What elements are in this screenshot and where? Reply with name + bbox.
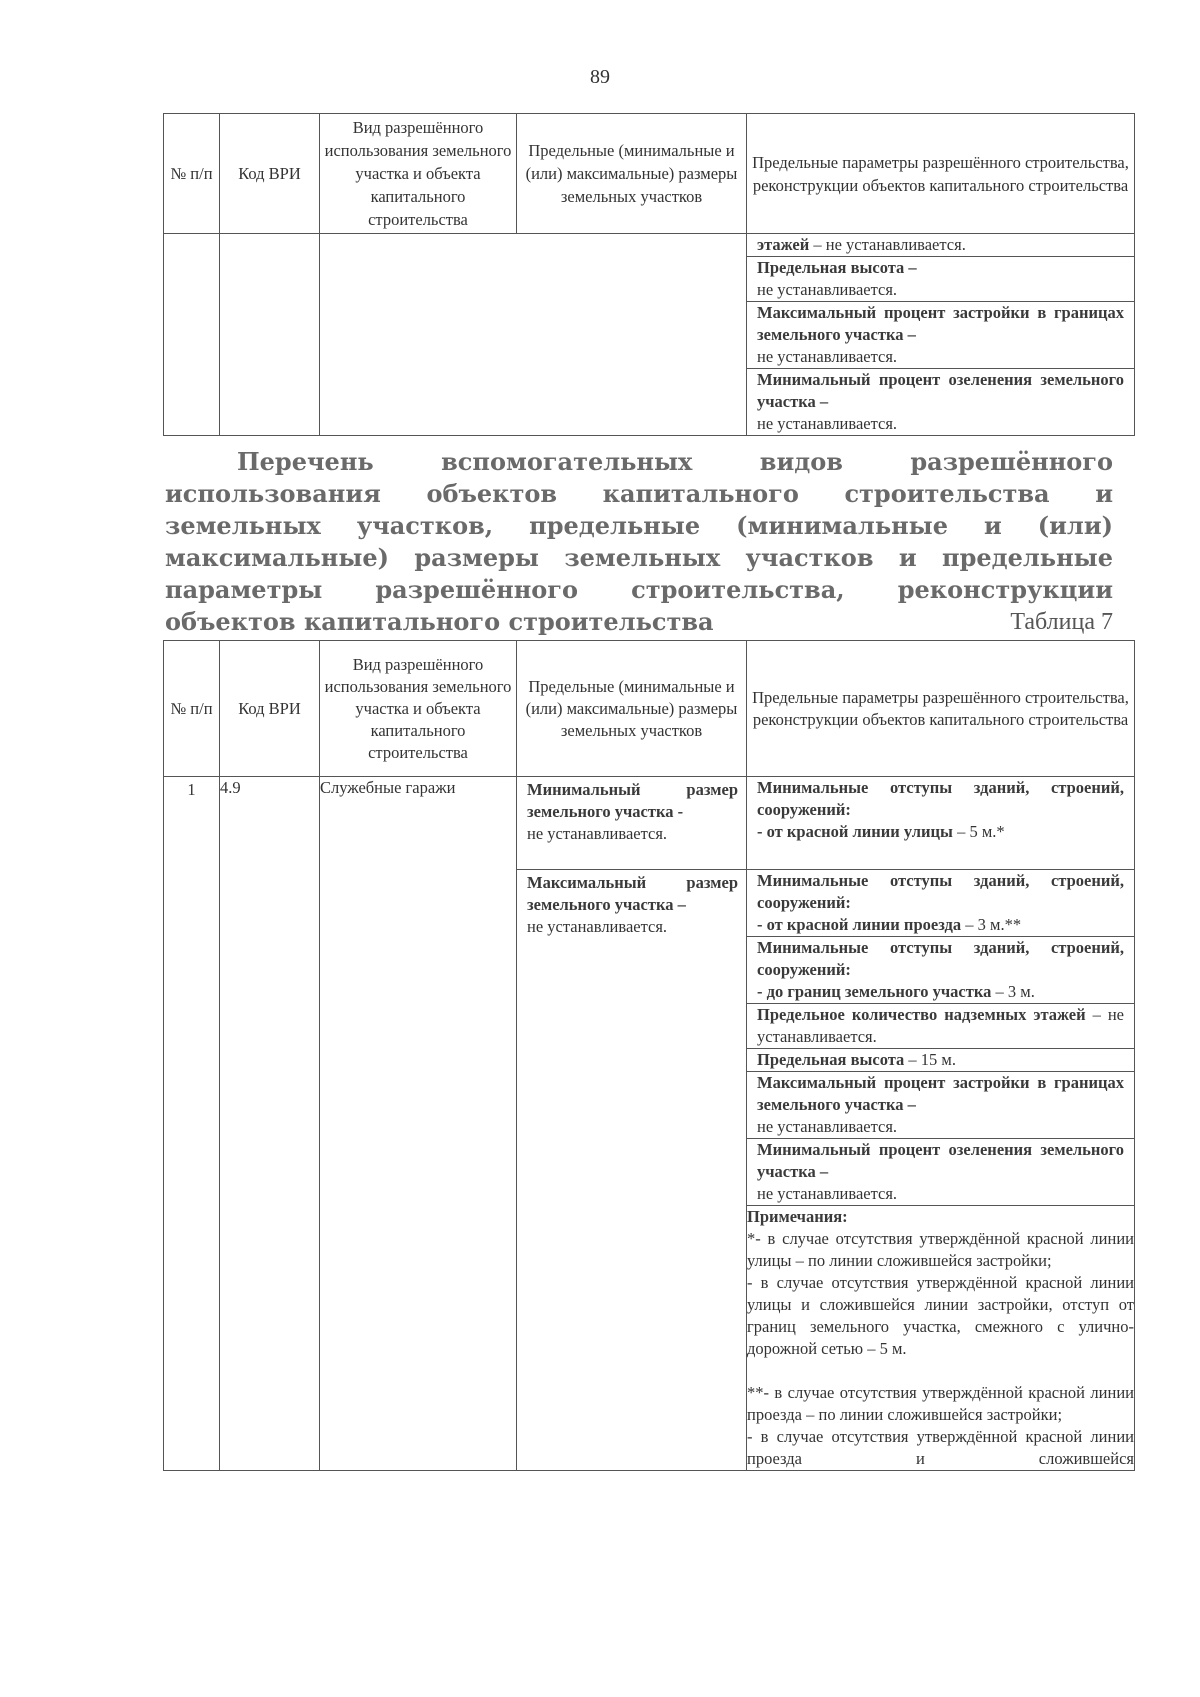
note-paragraph: **- в случае отсутствия утверждённой красной линии проезда – по линии сложившейся застройки; bbox=[747, 1383, 1134, 1424]
table-row bbox=[164, 234, 1135, 257]
header-kind: Вид разрешённого использования земельного участка и объекта капитального строительства bbox=[320, 641, 517, 777]
param-cell: Минимальный процент озеленения земельного участка – не устанавливается. bbox=[747, 1139, 1135, 1206]
cell-num bbox=[164, 234, 220, 436]
note-paragraph: - в случае отсутствия утверждённой красной линии улицы и сложившейся линии застройки, отступ от границ земельного участка, смежного с улично-дорожной сетью – 5 м. bbox=[747, 1273, 1134, 1358]
table-row bbox=[164, 777, 1135, 870]
header-params: Предельные параметры разрешённого строительства, реконструкции объектов капитального строительства bbox=[747, 114, 1135, 234]
header-num: № п/п bbox=[164, 641, 220, 777]
notes-cell bbox=[747, 1206, 1135, 1471]
note-paragraph: *- в случае отсутствия утверждённой красной линии улицы – по линии сложившейся застройки; bbox=[747, 1229, 1134, 1270]
param-cell: Минимальный процент озеленения земельного участка – не устанавливается. bbox=[747, 369, 1135, 436]
param-cell: Минимальные отступы зданий, строений, сооружений: - от красной линии проезда – 3 м.** bbox=[747, 870, 1135, 937]
cell-kind: Служебные гаражи bbox=[320, 777, 517, 1471]
header-code: Код ВРИ bbox=[220, 114, 320, 234]
header-params: Предельные параметры разрешённого строительства, реконструкции объектов капитального строительства bbox=[747, 641, 1135, 777]
header-code: Код ВРИ bbox=[220, 641, 320, 777]
table-header-row bbox=[164, 641, 1135, 777]
section-heading: Перечень вспомогательных видов разрешённого использования объектов капитального строительства и земельных участков, предельные (минимальные и (или) максимальные) размеры земельных участков и предельные параметры разрешённого строительства, реконструкции объектов капитального строительства bbox=[165, 447, 1113, 636]
param-cell: Максимальный процент застройки в границах земельного участка – не устанавливается. bbox=[747, 302, 1135, 369]
param-cell: Предельная высота – 15 м. bbox=[747, 1049, 1135, 1072]
cell-code: 4.9 bbox=[220, 777, 320, 1471]
param-cell: Предельная высота – не устанавливается. bbox=[747, 257, 1135, 302]
size-cell: Минимальный размер земельного участка - не устанавливается. bbox=[517, 777, 747, 870]
param-cell: Максимальный процент застройки в границах земельного участка – не устанавливается. bbox=[747, 1072, 1135, 1139]
header-size: Предельные (минимальные и (или) максимальные) размеры земельных участков bbox=[517, 641, 747, 777]
page-number: 89 bbox=[590, 66, 610, 88]
param-cell: Минимальные отступы зданий, строений, сооружений: - от красной линии улицы – 5 м.* bbox=[747, 777, 1135, 870]
table-caption: Таблица 7 bbox=[1010, 609, 1113, 635]
param-cell: Предельное количество надземных этажей – не устанавливается. bbox=[747, 1004, 1135, 1049]
notes-title: Примечания: bbox=[747, 1207, 848, 1226]
table-7 bbox=[163, 640, 1135, 1471]
cell-kind-size bbox=[320, 234, 747, 436]
param-cell: этажей – не устанавливается. bbox=[747, 234, 1135, 257]
cell-num: 1 bbox=[164, 777, 220, 1471]
size-cell: Максимальный размер земельного участка – не устанавливается. bbox=[517, 870, 747, 1471]
note-paragraph: - в случае отсутствия утверждённой красной линии проезда и сложившейся bbox=[747, 1427, 1134, 1468]
cell-code bbox=[220, 234, 320, 436]
table-header-row bbox=[164, 114, 1135, 234]
param-cell: Минимальные отступы зданий, строений, сооружений: - до границ земельного участка – 3 м. bbox=[747, 937, 1135, 1004]
header-size: Предельные (минимальные и (или) максимальные) размеры земельных участков bbox=[517, 114, 747, 234]
continued-table bbox=[163, 113, 1135, 436]
header-kind: Вид разрешённого использования земельного участка и объекта капитального строительства bbox=[320, 114, 517, 234]
header-num: № п/п bbox=[164, 114, 220, 234]
